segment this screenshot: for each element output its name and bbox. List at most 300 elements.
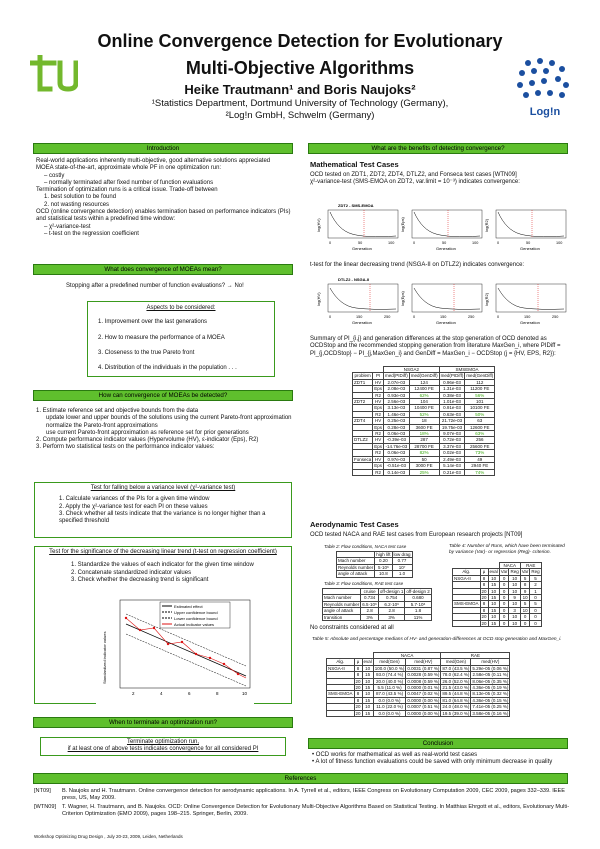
table-cell: 10400 FE (409, 405, 439, 411)
table-cell: 10100 FE (465, 405, 495, 411)
table-row (337, 571, 413, 577)
table-cell: 10 (488, 601, 499, 607)
table-cell: NSGA-II (453, 575, 481, 581)
x-axis-label: Generation (352, 320, 372, 325)
table-cell: ZDT2 (353, 399, 373, 405)
logln-text: Log!n (529, 106, 561, 118)
table-cell: 3 (509, 607, 520, 613)
table-cell: 12600 FE (465, 424, 495, 430)
table-cell: 8 (354, 691, 362, 697)
table-cell: 52% (409, 411, 439, 417)
reference-item (34, 788, 570, 802)
reference-text: B. Naujoks and H. Trautmann. Online convergence detection for aerodynamic applications. In A. Tyrrell et al., editors, IEEE Congress on Evolutionary Computation 2009, CEC 2009, pages 332–339. IEEE press, US, May 2009. (62, 788, 565, 801)
table-row (353, 424, 495, 430)
table-group-header: NACA (373, 653, 441, 659)
table-cell: 81.0 (64.8 %) (442, 697, 470, 703)
table3-caption: Table 3: Flow conditions, RAE test case (324, 581, 404, 586)
aspect-item: 3. Closeness to the true Pareto front (98, 349, 195, 356)
table-column-header: med(HV) (471, 659, 510, 665)
table-cell: 10 (362, 691, 373, 697)
table-cell: 0.97e-03 (384, 456, 410, 462)
table-column-header: Reg (510, 569, 519, 575)
table-cell: 18 (409, 418, 439, 424)
table-column-header: med(PIDiff) (385, 373, 408, 379)
table-group-header: SMSEMOA (439, 367, 495, 373)
table-cell: Fonseca (354, 456, 372, 462)
table-column-header: μ (354, 659, 362, 665)
table-column-header: eval (363, 659, 372, 665)
regression-test-step: 1. Standardize the values of each indicator for the given time window (71, 562, 254, 569)
x-tick: 10 (242, 691, 248, 696)
table-cell: 25% (409, 469, 439, 475)
meaning-header: What does convergence of MOEAs mean? (33, 264, 293, 275)
references-list (34, 788, 570, 818)
detect-step: use current Pareto-front approximation as reference set for prior generations (46, 429, 249, 436)
table-cell: low drag (393, 552, 411, 557)
x-tick: 2 (132, 691, 135, 696)
table-cell: 104 (409, 399, 439, 405)
title-line-2: Multi-Objective Algorithms (185, 58, 415, 78)
table-cell: 63% (465, 431, 495, 437)
table-column-header: Alg. (327, 659, 355, 665)
table-cell: 0.77 (392, 558, 412, 564)
intro-list (36, 158, 294, 238)
table-cell: 5 (530, 575, 541, 581)
legend-item: Upper confidence bound (174, 610, 218, 615)
table-cell: 19.5 (39.0 %) (442, 710, 470, 716)
table-cell: ZDT1 (353, 379, 373, 385)
intro-item: 1. best solution to be found (44, 194, 117, 201)
table-cell: 10 (488, 588, 499, 594)
table-cell: 0.72e-03 (439, 437, 465, 443)
table-cell: 124 (409, 379, 439, 385)
x-tick: 6 (188, 691, 191, 696)
terminate-line: Terminate optimization run, (126, 739, 200, 745)
table-cell: angle of attack (337, 571, 375, 577)
table-cell: DTLZ2 (353, 437, 373, 443)
table-cell: Eps (374, 463, 383, 469)
table-cell: -0.51e-03 (384, 463, 410, 469)
table-group-header: RAE (441, 653, 510, 659)
reference-text: T. Wagner, H. Trautmann, and B. Naujoks. OCD: Online Convergence Detection for Evolutionary Multi-Objective Algorithms Based on Statistical Testing. In Matthias Ehrgott et al., editors, Evolutionary Multi-Criterion Optimization (EMO 2009), pages 198–215. Springer, Berlin, 2009. (62, 804, 570, 817)
aspects-box (87, 301, 275, 377)
rae-flow-table (322, 588, 432, 621)
variance-test-step: 1. Calculate variances of the PIs for a given time window (59, 496, 210, 503)
table-cell: 15 (362, 710, 373, 716)
references-header: References (33, 773, 568, 784)
table-cell: 19.75e-03 (439, 424, 465, 430)
table-cell: 24.0 (48.0 %) (442, 704, 470, 710)
x-axis-label: Generation (520, 320, 540, 325)
table-cell: 3% (378, 614, 404, 620)
table-cell: 2 (530, 582, 541, 588)
table-cell: 0 (499, 614, 509, 620)
x-axis-label: Generation (520, 246, 540, 251)
math-title: Mathematical Test Cases (310, 160, 399, 169)
runs-table (452, 562, 542, 627)
table-column-header: med(Gen) (441, 659, 471, 665)
table-cell: 10.8 (375, 571, 392, 577)
table-cell: 0 (499, 575, 509, 581)
hv-plot-2 (316, 284, 398, 325)
x-tick: 0 (413, 241, 416, 245)
table-cell: 3600 FE (409, 424, 439, 430)
table-cell: 28700 FE (409, 443, 439, 449)
table-cell: 0.0000 (0.00 %) (407, 697, 440, 703)
table-cell: 10 (362, 665, 373, 671)
table-cell: 15 (362, 697, 373, 703)
table-cell: 1.46e-03 (384, 411, 410, 417)
lower-bound-line (126, 634, 246, 686)
table-cell: 1.31e-03 (439, 386, 465, 392)
table-cell: 8 (354, 672, 362, 678)
table-cell: 49 (465, 456, 495, 462)
table-cell: 10 (362, 704, 373, 710)
table-cell: 3000 FE (409, 463, 439, 469)
table-cell: R2 (373, 392, 384, 398)
table-cell: 25600 FE (465, 443, 495, 449)
reference-item (34, 804, 570, 818)
table-cell: 10 (509, 620, 520, 626)
table-column-header: PI (373, 373, 384, 379)
x-tick: 0 (497, 241, 500, 245)
x-tick: 4 (160, 691, 163, 696)
detect-steps (36, 408, 294, 452)
table-cell: 0 (520, 614, 530, 620)
x-tick: 0 (329, 241, 332, 245)
table-cell: 0.0028 (0.59 %) (407, 672, 440, 678)
variance-plots (312, 200, 568, 252)
table-cell: 0.06e-03 (384, 431, 410, 437)
x-tick: 250 (552, 315, 559, 319)
variance-test-step: 2. Apply the χ²-variance test for each PI on these values (59, 503, 208, 510)
table-cell: 0 (530, 620, 541, 626)
intro-item: MOEA state-of-the-art, approximate whole PF in one optimization run: (36, 165, 222, 172)
table-cell: 2.08e-03 (384, 386, 410, 392)
table-column-header: problem (354, 373, 371, 379)
benefits-header: What are the benefits of detecting convergence? (308, 143, 568, 154)
intro-item: – χ²-variance-test (44, 223, 91, 230)
table-cell: 100.0 (50.0 %) (374, 665, 405, 671)
table-cell: R2 (373, 450, 384, 456)
table-cell: 5.29e-05 (0.06 %) (472, 665, 509, 671)
table-cell: 8 (480, 582, 488, 588)
x-tick: 100 (556, 241, 563, 245)
table-cell: 0.0000 (0.01 %) (407, 685, 440, 691)
table-cell: 5 (520, 601, 530, 607)
table-column-header: med(PIDiff) (440, 373, 464, 379)
aero-title: Aerodynamic Test Cases (310, 520, 399, 529)
table-cell: 10 (509, 601, 520, 607)
table-cell: 15 (488, 595, 499, 601)
table-cell: 10 (488, 614, 499, 620)
table-cell: HV (373, 399, 384, 405)
table-cell: 0.0007 (0.51 %) (407, 704, 440, 710)
table-cell: 3.37e-03 (439, 443, 465, 449)
affiliations (90, 98, 510, 122)
x-tick: 100 (388, 241, 395, 245)
table-cell: 0.0 (0.0 %) (373, 710, 406, 716)
table-cell: 15 (488, 607, 499, 613)
table-cell: 2.58e-05 (0.11 %) (472, 672, 509, 678)
table-cell: 0.91e-03 (439, 405, 465, 411)
table-cell: HV (373, 437, 384, 443)
eps-plot (400, 210, 482, 251)
conclusion-list (312, 752, 570, 767)
table-row (453, 620, 542, 626)
aspect-item: 2. How to measure the performance of a MOEA (98, 334, 225, 341)
affiliation-2: ²Log!n GmbH, Schwelm (Germany) (225, 110, 375, 121)
table-cell: 0.680 (405, 595, 431, 601)
table-cell: 2.8 (378, 608, 404, 614)
table-cell: 20 (481, 614, 487, 620)
x-axis-label: Generation (352, 246, 372, 251)
table-cell: 2.8 (361, 608, 379, 614)
table-cell: 63 (465, 418, 495, 424)
intro-item: – costly (44, 172, 65, 179)
table-column-header: Var (500, 569, 508, 575)
table-row (327, 710, 510, 716)
table-cell (353, 469, 373, 475)
x-axis-label: Generation (436, 320, 456, 325)
variance-test-title: Test for falling below a variance level (χ²-variance test) (90, 485, 236, 491)
table-cell: 20 (481, 588, 487, 594)
table-cell: Mach number (323, 595, 361, 601)
table-cell: 10 (362, 678, 373, 684)
table-row (323, 614, 432, 620)
table-group-header: RAE (520, 563, 541, 569)
meaning-question: Stopping after a predefined number of function evaluations? → No! (66, 283, 244, 289)
table-cell: 62% (409, 392, 439, 398)
table-cell: 5·10⁶ (375, 564, 392, 570)
terminate-box (40, 737, 286, 756)
table-cell: 0 (499, 607, 509, 613)
medians-table (326, 652, 510, 717)
results-table (352, 366, 495, 476)
table-cell: 8 (354, 665, 362, 671)
naca-flow-table (336, 551, 413, 578)
table-cell: 20 (355, 704, 361, 710)
table-cell: 15 (488, 620, 499, 626)
table-cell: 0.02e-03 (439, 450, 465, 456)
plot-title: ZDT2 - SMS-EMOA (338, 203, 374, 208)
regression-test-step: 2. Concatenate standardized indicator values (71, 569, 192, 576)
table-cell: 0.38e-03 (439, 392, 465, 398)
table-cell: 3.58e-05 (0.16 %) (472, 710, 509, 716)
table-column-header: Alg. (453, 569, 481, 575)
table-cell: Eps (374, 443, 383, 449)
table-cell: 20.0 (40.0 %) (373, 678, 406, 684)
table-cell: 50% (465, 411, 495, 417)
hv-plot (316, 210, 398, 251)
variance-test-box (34, 482, 292, 538)
x-axis-label: Generation (436, 246, 456, 251)
table4-caption: Table 4: Number of Runs, which have been terminated by variance (Var)- or regression (Reg)- criterion. (449, 544, 565, 555)
table2-caption: Table 2: Flow conditions, NACA test case (324, 544, 407, 549)
table-cell: 0.63e-03 (439, 411, 465, 417)
y-axis-label: log(R2) (484, 292, 489, 306)
table-cell: 10⁷ (392, 564, 412, 570)
reference-key: [WTN09] (34, 804, 57, 810)
legend-item: Lower confidence bound (174, 616, 218, 621)
table-row (353, 443, 495, 449)
x-tick: 0 (329, 315, 332, 319)
table-cell: 1.01e-03 (439, 399, 465, 405)
table-cell: 50 (409, 456, 439, 462)
table-cell: 0 (530, 607, 541, 613)
r2-plot (484, 210, 566, 251)
table-cell: off-design 1 (379, 589, 404, 594)
table-cell: 56% (465, 392, 495, 398)
table-cell: 89.5 (44.8 %) (442, 691, 470, 697)
table-cell: 20 (355, 685, 361, 691)
table-cell: Reynolds number (324, 601, 360, 607)
table-cell: high lift (376, 552, 391, 557)
x-tick: 50 (442, 241, 447, 245)
table-cell: 0.93e-03 (384, 392, 410, 398)
table-row (353, 386, 495, 392)
conclusion-item: • A lot of fitness function evaluations could be saved with only minimum decrease in quality (312, 759, 553, 766)
table-cell: 0 (520, 620, 530, 626)
aero-text: OCD tested NACA and RAE test cases from European research projects [NT09] (310, 532, 523, 538)
x-tick: 0 (497, 315, 500, 319)
logln-logo (516, 57, 574, 117)
table-cell: 3% (361, 614, 379, 620)
table-cell: -0.39e-03 (384, 437, 410, 443)
conclusion-item: • OCD works for mathematical as well as real-world test cases (312, 752, 478, 758)
table-cell: 87.0 (43.5 %) (373, 691, 406, 697)
detect-step: update lower and upper bounds of the solutions using the current Pareto-front approximation (46, 415, 292, 422)
table-cell: 0.0047 (0.02 %) (407, 691, 440, 697)
terminate-header: When to terminate an optimization run? (33, 717, 293, 728)
ttest-text: t-test for the linear decreasing trend (NSGA-II on DTLZ2) indicates convergence: (310, 262, 525, 268)
table-cell: cruise (361, 589, 379, 595)
table-cell: SMS-EMOA (328, 691, 353, 697)
table-cell: HV (373, 379, 384, 385)
poster-title (90, 28, 510, 82)
summary-text: Summary of PI_{i,j} and generation differences at the stop generation of OCD denoted as OCDStop and the recommended stopping generation from literature MaxGen_i, where PIDiff = PI_{j,OCDStop} − PI_{j,MaxGen_i} and GenDiff = MaxGen_i − OCDStop (j = {HV, EPS, R2}): (310, 336, 561, 357)
table-column-header: med(HV) (406, 659, 441, 665)
table-cell: 11% (405, 614, 431, 620)
logln-dots-icon (516, 57, 574, 101)
regression-test-step: 3. Check whether the decreasing trend is significant (71, 576, 209, 583)
table-cell: 0.28e-03 (384, 424, 410, 430)
x-tick: 50 (358, 241, 363, 245)
authors: Heike Trautmann¹ and Boris Naujoks² (184, 82, 416, 97)
x-tick: 250 (384, 315, 391, 319)
table-cell: 2.07e-03 (384, 379, 410, 385)
table-cell: 3.13e-03 (384, 405, 410, 411)
detect-step: normalize the Pareto-front approximations (46, 422, 158, 429)
table-cell: 15 (362, 685, 373, 691)
table-cell: 0.96e-03 (439, 379, 465, 385)
table-cell: 0 (499, 588, 509, 594)
table-cell: 11.0 (22.0 %) (373, 704, 406, 710)
table-cell: NSGA-II (327, 665, 355, 671)
math-text-line: χ²-variance-test (SMS-EMOA on ZDT2, var.limit = 10⁻³) indicates convergence: (310, 179, 520, 186)
x-tick: 50 (526, 241, 531, 245)
table-cell: -14.76e-03 (385, 443, 408, 449)
table-cell: 20 (481, 595, 487, 601)
table-cell: 87.0 (43.5 %) (442, 665, 470, 671)
table-cell: 10 (488, 575, 499, 581)
x-tick: 150 (440, 315, 447, 319)
eps-plot-2 (400, 284, 482, 325)
table-cell: 73% (465, 450, 495, 456)
table-cell: HV (373, 456, 384, 462)
table-cell: 11200 FE (465, 386, 495, 392)
table-cell: 1.8 (405, 608, 431, 614)
table-cell: 0.0 (0.0 %) (373, 697, 406, 703)
table-cell: 0 (499, 620, 509, 626)
table-cell: 1 (530, 588, 541, 594)
table-row (323, 601, 432, 607)
table-cell: 8.13e-05 (0.32 %) (472, 691, 509, 697)
table-cell: 0.21e-03 (439, 469, 465, 475)
intro-item: Real-world applications inherently multi-objective, good alternative solutions appreciated (36, 158, 271, 164)
x-tick: 150 (356, 315, 363, 319)
table-cell: 2940 FE (465, 463, 495, 469)
table-row (353, 469, 495, 475)
intro-header: Introduction (33, 143, 293, 154)
r2-plot-2 (484, 284, 566, 325)
footer: Workshop Optimizing Drug Design , July 20-23, 2009, Leiden, Netherlands (34, 834, 183, 839)
table-cell: 0 (530, 595, 541, 601)
table-cell: Reynolds number (338, 564, 374, 570)
table-cell: 20 (355, 710, 361, 716)
table-cell: R2 (373, 431, 384, 437)
table-cell: 0.0008 (0.59 %) (407, 678, 440, 684)
table-column-header: eval (489, 569, 498, 575)
y-axis-label: log(HV) (316, 218, 321, 232)
intro-item: – t-test on the regression coefficient (44, 230, 139, 237)
intro-item: – normally terminated after fixed number of function evaluations (44, 179, 214, 186)
detect-step: 1. Estimate reference set and objective bounds from the data (36, 408, 199, 414)
table-group-header: NSGA2 (384, 367, 440, 373)
table-row (353, 463, 495, 469)
table-column-header: μ (480, 569, 488, 575)
table-column-header: med(GenDiff) (410, 373, 438, 379)
table-cell: off-design 2 (406, 589, 430, 594)
table-cell: 256 (465, 437, 495, 443)
conclusion-header: Conclusion (308, 738, 568, 749)
table-cell: 74% (465, 469, 495, 475)
table-cell: 2.49e-03 (439, 456, 465, 462)
detect-header: How can convergence of MOEAs be detected? (33, 390, 293, 401)
table-cell: SMS-EMOA (454, 601, 479, 607)
table-cell: 8 (480, 575, 488, 581)
title-line-1: Online Convergence Detection for Evolutionary (97, 31, 503, 51)
x-tick: 0 (413, 315, 416, 319)
table-cell: 12400 FE (409, 386, 439, 392)
math-text (310, 172, 568, 187)
table-cell: 93.0 (74.4 %) (373, 672, 406, 678)
aspect-item: 4. Distribution of the individuals in the population . . . (98, 365, 237, 372)
table-cell: 21.72e-03 (439, 418, 465, 424)
table-cell: 101 (465, 399, 495, 405)
table-cell: 5 (530, 601, 541, 607)
table-cell: 78.0 (62.4 %) (442, 672, 470, 678)
table-cell: 5 (520, 575, 530, 581)
x-tick: 150 (524, 315, 531, 319)
table-cell: 5.14e-03 (439, 463, 465, 469)
regression-test-title: Test for the significance of the decreasing linear trend (t-test on regression coefficient) (49, 549, 277, 555)
table-cell: R2 (373, 469, 384, 475)
table-cell: 4.36e-05 (0.19 %) (472, 685, 509, 691)
table-cell: 8 (520, 582, 530, 588)
table-cell: 18% (409, 431, 439, 437)
table-cell: 26.0 (52.0 %) (442, 678, 470, 684)
